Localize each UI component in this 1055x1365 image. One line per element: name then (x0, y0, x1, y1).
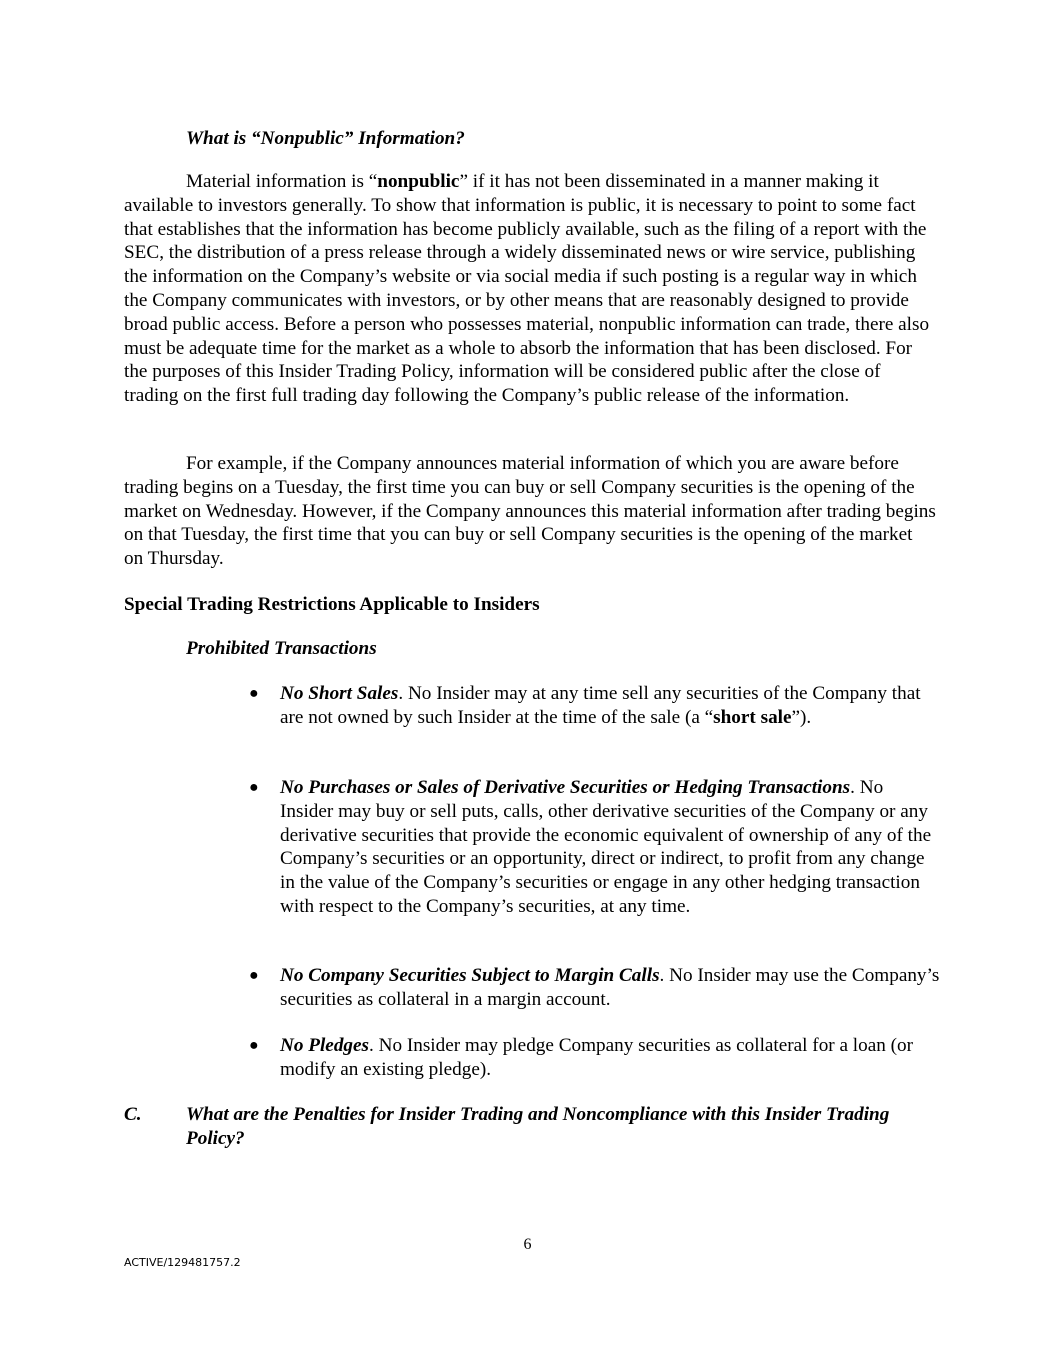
nonpublic-paragraph-1: Material information is “nonpublic” if it has not been disseminated in a manner making it available to investors generally. To show that information is public, it is necessary to point to some fact that establishes that the information has become publicly available, such as the filing of a report with the SEC, the distribution of a press release through a widely disseminated news or wire service, publishing the information on the Company’s website or via social media if such posting is a regular way in which the Company communicates with investors, or by other means that are reasonably designed to provide broad public access. Before a person who possesses material, nonpublic information can trade, there also must be adequate time for the market as a whole to absorb the information that has been disclosed. For the purposes of this Insider Trading Policy, information will be considered public after the close of trading on the first full trading day following the Company’s public release of the information. (124, 171, 930, 407)
bullet-icon: ● (249, 1037, 259, 1054)
nonpublic-term: nonpublic (377, 171, 460, 192)
page-number: 6 (523, 1236, 532, 1253)
bullet-title: No Company Securities Subject to Margin Calls (280, 965, 660, 986)
bullet-title: No Short Sales (280, 683, 399, 704)
bullet-icon: ● (249, 779, 259, 796)
bullet-icon: ● (249, 685, 259, 702)
nonpublic-paragraph-2: For example, if the Company announces material information of which you are aware before trading begins on a Tuesday, the first time you can buy or sell Company securities is the opening of the market on Wednesday. However, if the Company announces this material information after trading begins on that Tuesday, the first time that you can buy or sell Company securities is the opening of the market on Thursday. (124, 453, 936, 570)
nonpublic-heading: What is “Nonpublic” Information? (186, 128, 465, 149)
document-id-footer: ACTIVE/129481757.2 (124, 1256, 241, 1269)
special-restrictions-heading: Special Trading Restrictions Applicable to Insiders (124, 594, 540, 615)
prohibited-transactions-heading: Prohibited Transactions (186, 638, 377, 659)
bullet-title: No Pledges (280, 1035, 369, 1056)
bullet-title: No Purchases or Sales of Derivative Securities or Hedging Transactions (280, 777, 851, 798)
document-page: What is “Nonpublic” Information? Material information is “nonpublic” if it has not been disseminated in a manner making it available to investors generally. To show that information is public, it is necessary to point to some fact that establishes that the information has become publicly available, such as the filing of a report with the SEC, the distribution of a press release through a widely disseminated news or wire service, publishing the information on the Company’s website or via social media if such posting is a regular way in which the Company communicates with investors, or by other means that are reasonably designed to provide broad public access. Before a person who possesses material, nonpublic information can trade, there also must be adequate time for the market as a whole to absorb the information that has been disclosed. For the purposes of this Insider Trading Policy, information will be considered public after the close of trading on the first full trading day following the Company’s public release of the information. For example, if the Company announces material information of which you are aware before trading begins on a Tuesday, the first time you can buy or sell Company securities is the opening of the market on Wednesday. However, if the Company announces this material information after trading begins on that Tuesday, the first time that you can buy or sell Company securities is the opening of the market on Thursday. Special Trading Restrictions Applicable to Insiders Prohibited Transactions ● No Short Sales. No Insider may at any time sell any securities of the Company that are not owned by such Insider at the time of the sale (a “short sale”). ● No Purchases or Sales of Derivative Securities or Hedging Transactions. No Insider may buy or sell puts, calls, other derivative securities of the Company or any derivative securities that provide the economic equivalent of ownership of any of the Company’s securities or an opportunity, direct or indirect, to profit from any change in the value of the Company’s securities or engage in any other hedging transaction with respect to the Company’s securities, at any time. ● No Company Securities Subject to Margin Calls. No Insider may use the Company’s securities as collateral in a margin account. ● No Pledges. No Insider may pledge Company securities as collateral for a loan (or modify an existing pledge). C. What are the Penalties for Insider Trading and Noncompliance with this Insider Trading Policy? 6 ACTIVE/129481757.2 (0, 0, 1055, 1365)
short-sale-term: short sale (713, 706, 792, 728)
section-c-heading: What are the Penalties for Insider Trading and Noncompliance with this Insider Trading Policy? (186, 1104, 890, 1149)
bullet-icon: ● (249, 967, 259, 984)
section-c-label: C. (124, 1104, 142, 1125)
